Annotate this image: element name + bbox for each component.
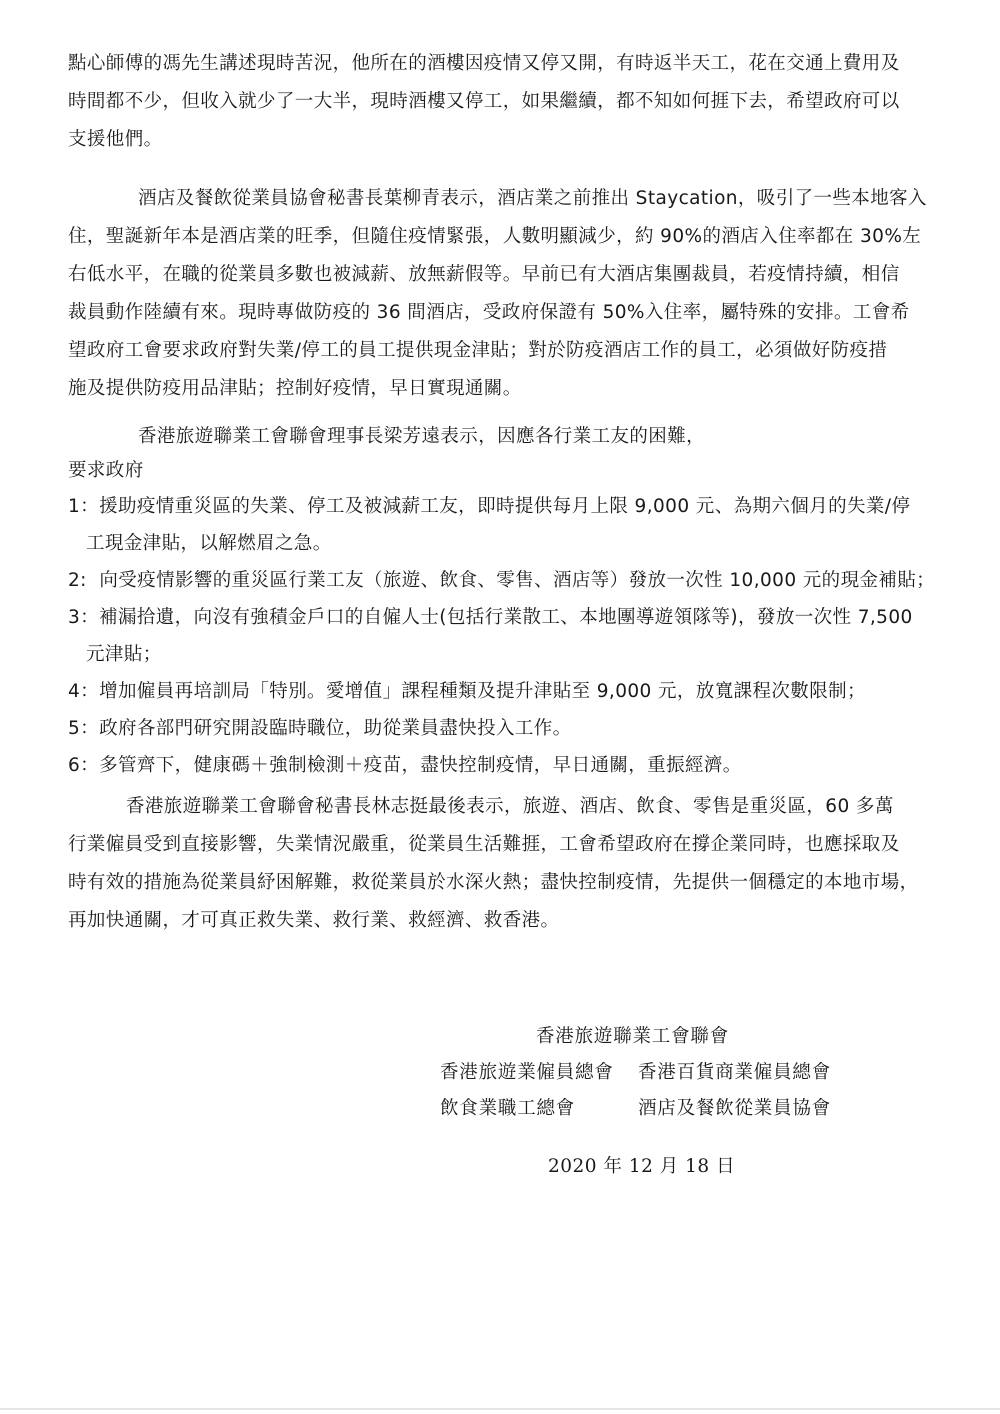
- text-line: 香港旅遊聯業工會聯會理事長梁芳遠表示，因應各行業工友的困難，: [138, 426, 706, 447]
- signature-hotel-association: 酒店及餐飲從業員協會: [638, 1098, 832, 1119]
- text-line: 行業僱員受到直接影響，失業情況嚴重，從業員生活難捱，工會希望政府在撐企業同時，也應採取及: [68, 834, 900, 855]
- item-text: 補漏拾遺，向沒有強積金戶口的自僱人士(包括行業散工、本地團導遊領隊等)，發放一次性 7,500: [99, 607, 913, 628]
- requests-list: [68, 488, 958, 784]
- item-number: 3：: [68, 607, 100, 628]
- text-line: 右低水平，在職的從業員多數也被減薪、放無薪假等。早前已有大酒店集團裁員，若疫情持續，相信: [68, 264, 900, 285]
- document-date: 2020 年 12 月 18 日: [548, 1156, 736, 1177]
- paragraph-chairman: [68, 418, 948, 456]
- text-line: 點心師傅的馮先生講述現時苦況，他所在的酒樓因疫情又停又開，有時返半天工，花在交通上費用及: [68, 53, 900, 74]
- request-item-6: [68, 747, 958, 784]
- item-text-continued: 元津貼；: [86, 644, 162, 665]
- item-number: 6：: [68, 755, 100, 776]
- paragraph-hotel-association: [68, 180, 948, 408]
- request-item-3: [68, 599, 958, 673]
- item-number: 1：: [68, 496, 100, 517]
- item-text: 政府各部門研究開設臨時職位，助從業員盡快投入工作。: [99, 718, 572, 739]
- request-item-5: [68, 710, 958, 747]
- text-line: 支援他們。: [68, 129, 163, 150]
- item-text: 向受疫情影響的重災區行業工友（旅遊、飲食、零售、酒店等）發放一次性 10,000 元的現金補貼；: [86, 570, 936, 591]
- text-line: 時間都不少，但收入就少了一大半，現時酒樓又停工，如果繼續，都不知如何捱下去，希望政府可以: [68, 91, 900, 112]
- item-text: 多管齊下，健康碼＋強制檢測＋疫苗，盡快控制疫情，早日通關，重振經濟。: [99, 755, 742, 776]
- request-item-2: [68, 562, 958, 599]
- paragraph-secretary-general: [68, 788, 948, 940]
- item-number: 5：: [68, 718, 100, 739]
- text-line: 再加快通關，才可真正救失業、救行業、救經濟、救香港。: [68, 910, 560, 931]
- item-number: 4：: [68, 681, 100, 702]
- signature-main-union: 香港旅遊聯業工會聯會: [536, 1026, 730, 1047]
- item-text: 援助疫情重災區的失業、停工及被減薪工友，即時提供每月上限 9,000 元、為期六個月的失業/停: [99, 496, 911, 517]
- request-item-1: [68, 488, 958, 562]
- requests-title: 要求政府: [68, 460, 144, 481]
- text-line: 香港旅遊聯業工會聯會秘書長林志挺最後表示，旅遊、酒店、飲食、零售是重災區，60 多萬: [126, 796, 894, 817]
- text-line: 施及提供防疫用品津貼；控制好疫情，早日實現通關。: [68, 378, 522, 399]
- item-text: 增加僱員再培訓局「特別。愛增值」課程種類及提升津貼至 9,000 元，放寬課程次數限制；: [99, 681, 866, 702]
- page-bottom-edge: [0, 1408, 1000, 1410]
- signature-department-store: 香港百貨商業僱員總會: [638, 1062, 832, 1083]
- item-number: 2:: [68, 570, 87, 591]
- item-text-continued: 工現金津貼，以解燃眉之急。: [86, 533, 332, 554]
- paragraph-dim-sum-chef: [68, 45, 948, 159]
- text-line: 望政府工會要求政府對失業/停工的員工提供現金津貼；對於防疫酒店工作的員工，必須做好防疫措: [68, 340, 888, 361]
- text-line: 酒店及餐飲從業員協會秘書長葉柳青表示，酒店業之前推出 Staycation，吸引了一些本地客入: [138, 188, 927, 209]
- signature-travel-employees: 香港旅遊業僱員總會: [440, 1062, 614, 1083]
- text-line: 裁員動作陸續有來。現時專做防疫的 36 間酒店，受政府保證有 50%入住率，屬特殊的安排。工會希: [68, 302, 910, 323]
- text-line: 住，聖誕新年本是酒店業的旺季，但隨住疫情緊張，人數明顯減少，約 90%的酒店入住率都在 30%左: [68, 226, 922, 247]
- request-item-4: [68, 673, 958, 710]
- text-line: 時有效的措施為從業員紓困解難，救從業員於水深火熱；盡快控制疫情，先提供一個穩定的本地市場，: [68, 872, 919, 893]
- signature-catering-workers: 飲食業職工總會: [440, 1098, 576, 1119]
